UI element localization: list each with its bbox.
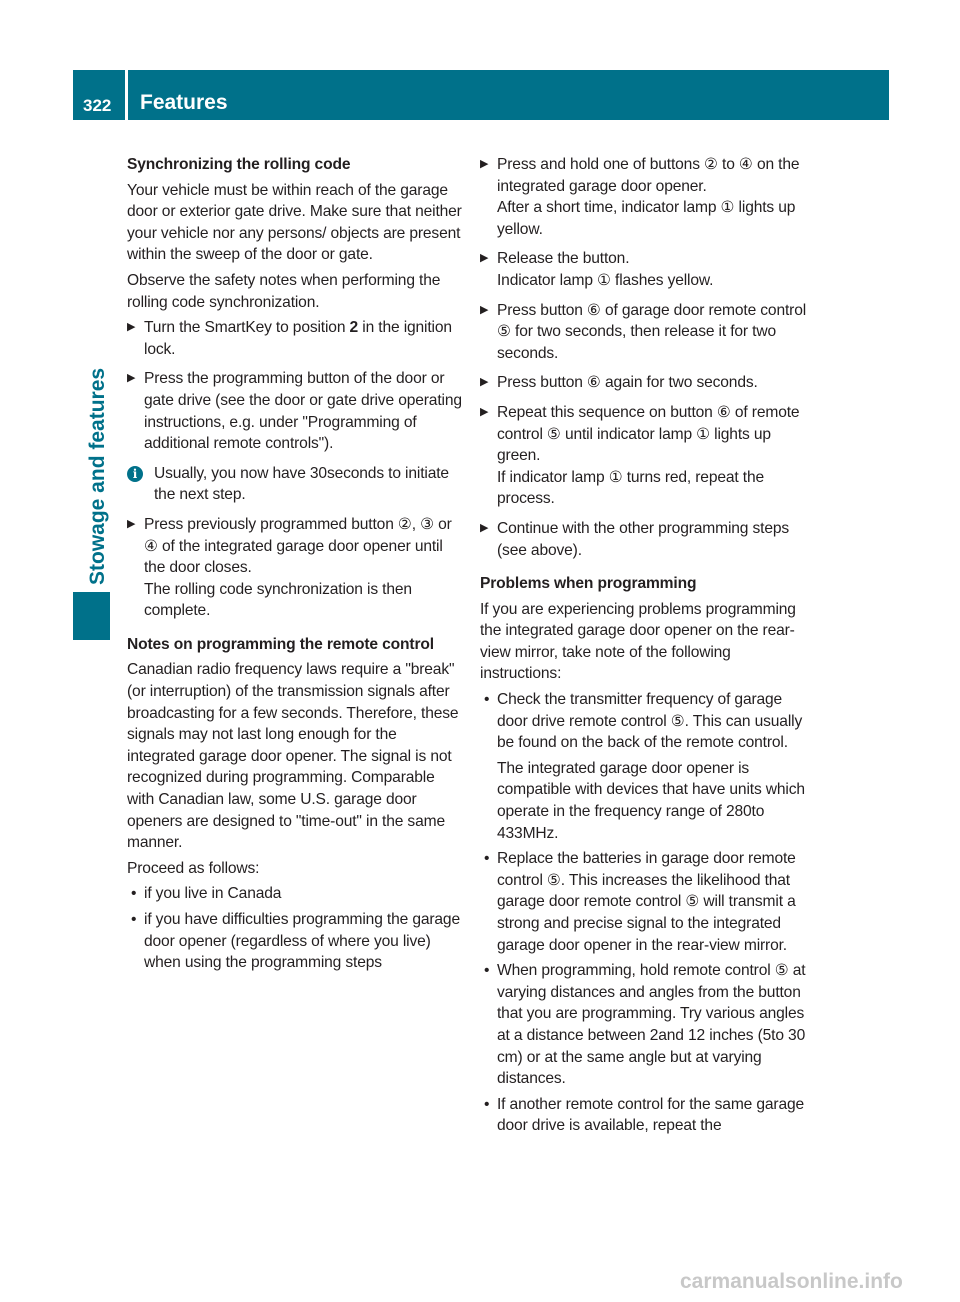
- section-heading: Notes on programming the remote control: [127, 635, 434, 653]
- step-arrow-icon: ▶: [480, 158, 489, 170]
- bullet-item: [480, 689, 816, 754]
- instruction-step: [480, 154, 816, 240]
- paragraph: Canadian radio frequency laws require a "break" (or interruption) of the transmission signals after broadcasting for a few seconds. Therefore, these signals may not last long enough for the integrated garage door opener. The signal is not recognized during programming. Comparable with Canadian law, some U.S. garage door openers are designed to "time-out" in the same manner.: [127, 661, 459, 852]
- page-title: Features: [128, 70, 889, 120]
- item-text: if you have difficulties programming the garage door opener (regardless of where you live) when using the programming steps: [144, 911, 460, 972]
- section-tab-label: Stowage and features: [86, 367, 109, 585]
- bullet-item: [480, 848, 816, 956]
- item-text: Turn the SmartKey to position 2 in the ignition lock.: [144, 319, 452, 358]
- item-text: If another remote control for the same garage door drive is available, repeat the: [497, 1095, 805, 1135]
- item-text: Repeat this sequence on button ⑥ of remote control ⑤ until indicator lamp ① lights up green. If indicator lamp ① turns red, repeat the process.: [497, 403, 800, 508]
- instruction-step: [480, 402, 816, 510]
- step-arrow-icon: ▶: [480, 376, 489, 389]
- step-arrow-icon: ▶: [127, 372, 136, 385]
- item-text: Press the programming button of the door or gate drive (see the door or gate drive operating instructions, e.g. under "Programming of additional remote controls").: [144, 370, 462, 453]
- step-arrow-icon: ▶: [480, 405, 489, 418]
- bullet-item: [480, 960, 816, 1090]
- bullet-subparagraph: The integrated garage door opener is compatible with devices that have units which operate in the frequency range of 280to 433MHz.: [497, 759, 805, 842]
- bullet-icon: •: [131, 885, 137, 903]
- instruction-step: [480, 372, 816, 394]
- item-text: Replace the batteries in garage door remote control ⑤. This increases the likelihood that garage door remote control ⑤ will transmit a strong and precise signal to the integrated garage door opener in the rear-view mirror.: [497, 850, 796, 954]
- instruction-step: [127, 368, 463, 454]
- instruction-step: [480, 300, 816, 365]
- section-heading: Problems when programming: [480, 575, 697, 593]
- item-text: Continue with the other programming steps (see above).: [497, 519, 790, 559]
- bullet-icon: •: [484, 962, 490, 980]
- item-text: Check the transmitter frequency of garage door drive remote control ⑤. This can usually be found on the back of the remote control.: [497, 691, 803, 752]
- paragraph: Your vehicle must be within reach of the garage door or exterior gate drive. Make sure that neither your vehicle nor any persons/ objects are present within the sweep of the door or gate.: [127, 181, 462, 264]
- section-tab-marker: [73, 592, 110, 640]
- item-text: Press button ⑥ of garage door remote control ⑤ for two seconds, then release it for two seconds.: [497, 301, 807, 362]
- info-icon: i: [127, 466, 143, 482]
- page-number: 322: [73, 70, 125, 120]
- item-text: Press and hold one of buttons ② to ④ on the integrated garage door opener. After a short time, indicator lamp ① lights up yellow.: [497, 156, 800, 238]
- bullet-item: [127, 909, 463, 974]
- bullet-icon: •: [484, 691, 490, 709]
- instruction-step: [127, 317, 463, 360]
- bullet-item: [480, 1094, 816, 1137]
- instruction-step: [127, 514, 463, 622]
- left-column: [127, 154, 463, 978]
- bullet-icon: •: [484, 1095, 490, 1113]
- instruction-step: [480, 518, 816, 561]
- step-arrow-icon: ▶: [480, 521, 489, 534]
- paragraph: Proceed as follows:: [127, 859, 260, 877]
- step-arrow-icon: ▶: [127, 517, 136, 530]
- step-arrow-icon: ▶: [480, 252, 489, 265]
- bullet-item: [127, 883, 463, 905]
- item-text: if you live in Canada: [144, 885, 282, 903]
- item-text: Press previously programmed button ②, ③ or ④ of the integrated garage door opener until the door closes. The rolling code synchronization is then complete.: [144, 515, 452, 620]
- item-text: Press button ⑥ again for two seconds.: [497, 374, 758, 392]
- bullet-icon: •: [131, 911, 137, 928]
- section-heading: Synchronizing the rolling code: [127, 156, 351, 173]
- step-arrow-icon: ▶: [480, 303, 489, 316]
- item-text: Usually, you now have 30seconds to initiate the next step.: [154, 464, 449, 504]
- info-note: [127, 463, 463, 506]
- item-text: When programming, hold remote control ⑤ at varying distances and angles from the button that you are programming. Try various angles at a distance between 2and 12 inches (5to 30 cm) or at the same angle but at varying distances.: [497, 962, 806, 1088]
- step-arrow-icon: ▶: [127, 321, 136, 334]
- item-text: Release the button. Indicator lamp ① flashes yellow.: [497, 250, 714, 289]
- paragraph: If you are experiencing problems programming the integrated garage door opener on the rear-view mirror, take note of the following instructions:: [480, 600, 796, 683]
- watermark: carmanualsonline.info: [680, 1270, 903, 1293]
- bullet-icon: •: [484, 850, 490, 868]
- right-column: [480, 154, 816, 1141]
- instruction-step: [480, 248, 816, 291]
- paragraph: Observe the safety notes when performing the rolling code synchronization.: [127, 271, 441, 311]
